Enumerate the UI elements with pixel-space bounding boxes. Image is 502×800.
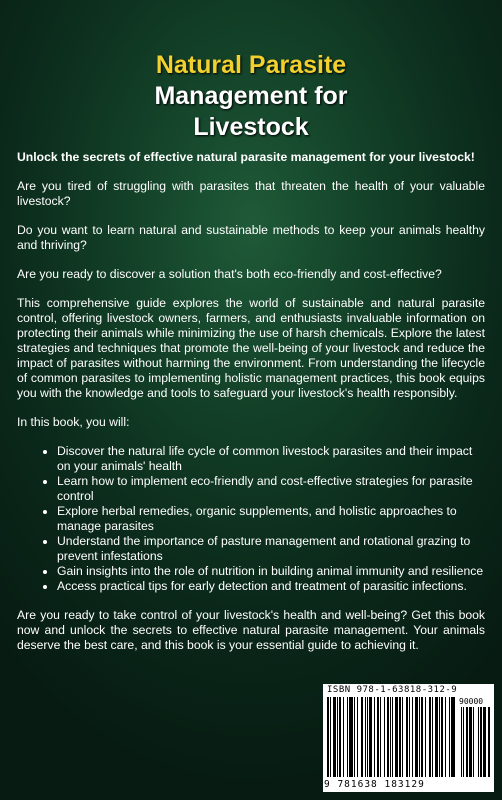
barcode-bar xyxy=(354,697,355,777)
ean-number: 9 781638 183129 xyxy=(324,779,425,790)
list-item: • Explore herbal remedies, organic supplements, and holistic approaches to manage parasites xyxy=(57,504,485,534)
barcode-bar xyxy=(415,697,418,777)
barcode-bar xyxy=(402,697,403,777)
barcode-bar xyxy=(432,697,433,777)
barcode-bar xyxy=(392,697,393,777)
barcode-bar xyxy=(395,697,398,777)
blurb xyxy=(17,150,485,667)
barcode-bar xyxy=(449,697,450,777)
title-line-2: Management for xyxy=(154,82,348,110)
list-item: • Understand the importance of pasture management and rotational grazing to prevent infestations xyxy=(57,534,485,564)
question-2: Do you want to learn natural and sustainable methods to keep your animals healthy and thriving? xyxy=(17,223,485,252)
barcode-bar xyxy=(419,697,420,777)
barcode-bar xyxy=(337,697,338,777)
barcode-bar xyxy=(367,697,368,777)
barcode-bar xyxy=(387,697,389,777)
barcode-bar xyxy=(441,697,443,777)
isbn-barcode xyxy=(323,684,494,792)
list-item: • Gain insights into the role of nutrition in building animal immunity and resilience xyxy=(57,564,485,579)
barcode-bar xyxy=(445,697,446,777)
barcode-bar xyxy=(421,697,423,777)
barcode-bar xyxy=(425,697,426,777)
barcode-bar xyxy=(429,697,431,777)
barcode-bar xyxy=(361,697,363,777)
question-3: Are you ready to discover a solution that's both eco-friendly and cost-effective? xyxy=(17,267,442,281)
barcode-bar xyxy=(406,697,408,777)
lead-sentence: Unlock the secrets of effective natural parasite management for your livestock! xyxy=(17,150,475,164)
barcode-bar xyxy=(377,697,379,777)
barcode-bar xyxy=(466,707,468,777)
barcode-bar xyxy=(478,707,479,777)
description-paragraph: This comprehensive guide explores the world of sustainable and natural parasite control, offering livestock owners, farmers, and enthusiasts invaluable information on protecting their animals while minimizing the use of harsh chemicals. Explore the latest strategies and techniques that promote the well-being of your livestock and reduce the impact of parasites without harming the environment. From understanding the lifecycle of common parasites to implementing holistic management practices, this book equips you with the knowledge and tools to safeguard your livestock's health responsibly. xyxy=(17,296,485,400)
barcode-bar xyxy=(390,697,391,777)
barcode-bar xyxy=(333,697,336,777)
title-line-1: Natural Parasite xyxy=(155,51,347,79)
barcode-bar xyxy=(339,697,341,777)
barcode-bar xyxy=(347,697,348,777)
barcode-bar xyxy=(469,707,472,777)
barcode-bar xyxy=(409,697,410,777)
title-line-3: Livestock xyxy=(193,113,309,141)
barcode-bar xyxy=(412,697,413,777)
list-item: • Learn how to implement eco-friendly and cost-effective strategies for parasite control xyxy=(57,474,485,504)
barcode-bar xyxy=(380,697,381,777)
barcode-bar xyxy=(349,697,353,777)
barcode-bar xyxy=(488,707,490,777)
barcode-bar xyxy=(451,697,455,777)
barcode-bar xyxy=(330,697,331,777)
barcode-bar xyxy=(384,697,385,777)
barcode-bar xyxy=(343,697,344,777)
list-item: • Discover the natural life cycle of common livestock parasites and their impact on your animals' health xyxy=(57,444,485,474)
barcode-bar xyxy=(374,697,375,777)
benefits-list xyxy=(17,444,485,594)
barcode-bar xyxy=(327,697,329,777)
barcode-bar xyxy=(365,697,366,777)
list-item: • Access practical tips for early detection and treatment of parasitic infections. xyxy=(57,579,485,594)
barcode-bar xyxy=(483,707,486,777)
barcode-bar xyxy=(473,707,474,777)
isbn-label: ISBN 978-1-63818-312-9 xyxy=(327,685,458,695)
barcode-bar xyxy=(463,707,464,777)
barcode-bar xyxy=(369,697,372,777)
question-1: Are you tired of struggling with parasites that threaten the health of your valuable livestock? xyxy=(17,179,485,208)
barcode-bar xyxy=(357,697,358,777)
barcode-bar xyxy=(480,707,482,777)
ean-barcode-bars xyxy=(327,697,492,779)
list-intro: In this book, you will: xyxy=(17,415,130,429)
book-title xyxy=(0,50,502,143)
closing-paragraph: Are you ready to take control of your livestock's health and well-being? Get this book now and unlock the secrets to effective natural parasite management. Your animals deserve the best care, and this book is your essential guide to achieving it. xyxy=(17,608,485,652)
barcode-bar xyxy=(461,707,462,777)
addon-number: 90000 xyxy=(459,697,484,706)
barcode-bar xyxy=(439,697,440,777)
barcode-bar xyxy=(435,697,438,777)
barcode-bar xyxy=(399,697,401,777)
